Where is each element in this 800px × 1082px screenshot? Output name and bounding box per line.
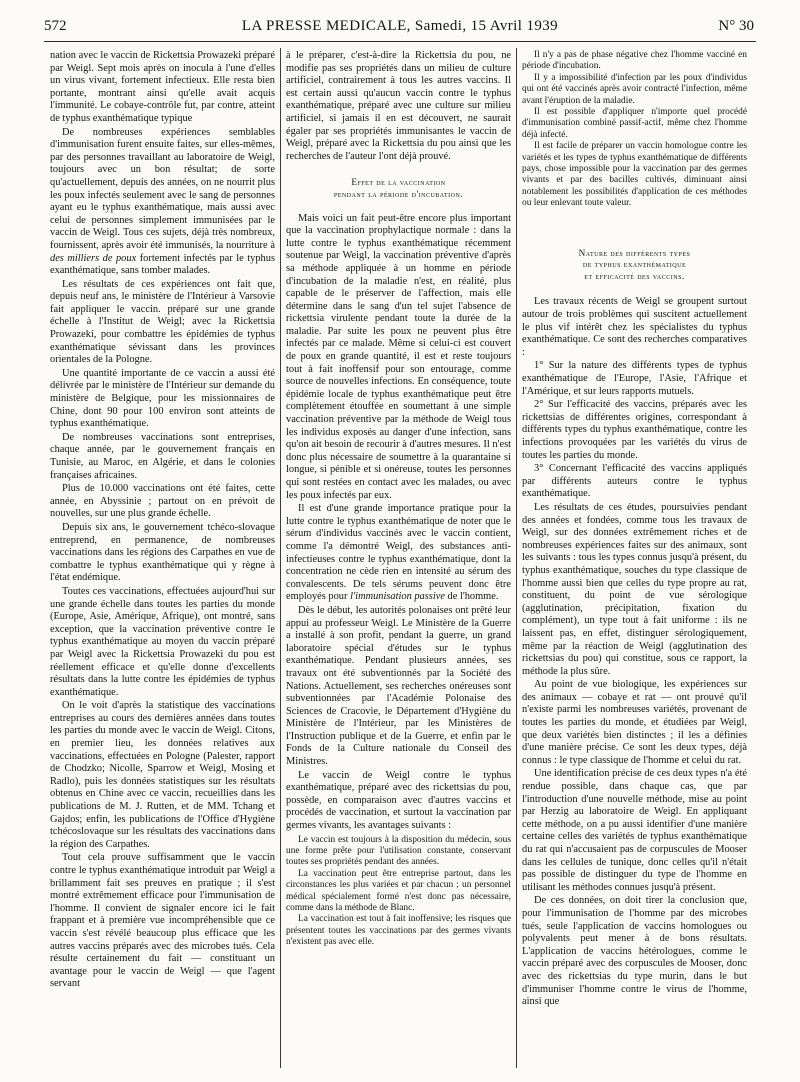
- paragraph: Les résultats de ces études, poursuivies pendant des années et fondées, comme tous les travaux de Weigl, sur des données extrêmement riches et de nombreuses expériences faites sur des animaux, sont les suivants : tous les types connus jusqu'à présent, du typhus exanthématique, souches du type classique de l'homme aussi bien que celles du type propre au rat, constituent, du point de vue sérologique (agglutination, précipitation, fixation du complément), un type tout à fait uniforme : ils ne laissent pas, en effet, distinguer sérologiquement, même par la réaction de Weigl (agglutination des rickettsias du pou) qui constitue, sous ce rapport, la méthode la plus sûre.: [522, 501, 747, 677]
- section-heading: [522, 248, 747, 283]
- paragraph-text: Il est d'une grande importance pratique pour la lutte contre le typhus exanthématique de noter que le sérum d'individus vaccinés avec le vaccin contient, comme l'a démontré Weigl, des substances anti-infectieuses contre le typhus exanthématique, dont la concentration ne cède rien en intensité au sérum des convalescents. De tels sérums peuvent donc être employés pour: [286, 503, 511, 603]
- paragraph: Une quantité importante de ce vaccin a aussi été délivrée par le ministère de l'Intérieur sur demande du ministère de Belgique, pour les missionnaires de Chine, dont 90 pour 100 environ sont atteints de typhus exanthématique.: [50, 367, 275, 430]
- small-print-paragraph: La vaccination peut être entreprise partout, dans les circonstances les plus variées et par chacun ; un personnel médical spécialement formé n'est donc pas nécessaire, comme dans la méthode de Blanc.: [286, 868, 511, 914]
- small-print-paragraph: La vaccination est tout à fait inoffensive; les risques que présentent toutes les vaccinations par des germes vivants n'existent pas avec elle.: [286, 914, 511, 948]
- column-rule: [280, 48, 281, 1068]
- section-heading-line: pendant la période d'incubation.: [333, 188, 464, 199]
- italic-phrase: l'immunisation passive: [350, 591, 445, 603]
- advantages-list: [286, 835, 511, 949]
- section-heading-line: Effet de la vaccination: [351, 177, 446, 188]
- paragraph: 1° Sur la nature des différents types de typhus exanthématique de l'Europe, l'Asie, l'Afrique et l'Amérique, et sur leurs rapports mutuels.: [522, 360, 747, 397]
- section-heading-line: et efficacité des vaccins.: [584, 270, 685, 281]
- paragraph: nation avec le vaccin de Rickettsia Prowazeki préparé par Weigl. Sept mois après on inocula à l'une d'elles un virus vivant, fortement infectieux. Elle resta bien portante, montrant ainsi qu'elle avait acquis l'immunité. Le cobaye-contrôle fut, par contre, atteint de typhus exanthématique typique: [50, 50, 275, 124]
- issue-number: N° 30: [718, 18, 754, 34]
- paragraph: Mais voici un fait peut-être encore plus important que la vaccination prophylactique normale : dans la lutte contre le typhus exanthématique récemment soutenue par Weigl, la vaccination préventive d'après sa méthode appliquée à un homme en période d'incubation de la maladie n'est, en réalité, plus capable de le préserver de l'affection, mais elle détermine dans le sang d'un tel sujet l'absence de rickettsia virulente pendant toute la durée de la maladie. Par suite les poux ne peuvent plus être infectés par ce malade. Même si celui-ci est couvert de poux en grande quantité, il est et reste toujours tout à fait inoffensif pour son entourage, comme source de nouvelles infections. En conséquence, toute épidémie locale de typhus exanthématique peut être complètement étouffée en soumettant à une simple vaccination préventive par la méthode de Weigl tous les individus exposés au danger d'une infection, sans qu'on ait besoin de recourir à d'autres mesures. Il n'est donc plus nécessaire de soumettre à la quarantaine si longue, si pénible et si onéreuse, toutes les personnes qui sont restées en contact avec les malades, ou avec les poux infectés par eux.: [286, 212, 511, 501]
- column-3: [522, 50, 747, 1074]
- paragraph: Le vaccin de Weigl contre le typhus exanthématique, préparé avec des rickettsias du pou, possède, en comparaison avec d'autres vaccins et procédés de vaccination, et surtout la vaccination par germes vivants, les avantages suivants :: [286, 769, 511, 832]
- column-1: [50, 50, 275, 1074]
- paragraph: 2° Sur l'efficacité des vaccins, préparés avec les rickettsias de différentes origines, correspondant à différents types du typhus exanthématique, contre les infections provoquées par les variétés du virus de toutes les parties du monde.: [522, 399, 747, 461]
- paragraph-text: De nombreuses expériences semblables d'immunisation furent ensuite faites, sur elles-mêmes, par des personnes travaillant au laboratoire de Weigl, toujours avec un bon résultat; de sorte qu'actuellement, depuis des années, on ne nourrit plus les poux infectés seulement avec le sang de personnes ayant eu le typhus exanthématique, mais aussi avec celui de personnes simplement immunisées par le vaccin de Weigl. Tous ces sujets, déjà très nombreux, fournissent, après avoir été immunisés, la nourriture à: [50, 126, 275, 251]
- paragraph: à le préparer, c'est-à-dire la Rickettsia du pou, ne modifie pas ses propriétés dans un milieu de culture artificiel, contrairement à tous les autres vaccins. Il est certain aussi qu'aucun vaccin contre le typhus exanthématique, préparé avec une culture sur milieu artificiel, si jamais il en est découvert, ne saurait égaler par ses propriétés immunisantes le vaccin de Weigl, préparé avec la Rickettsia du pou ainsi que les recherches de l'auteur l'ont déjà prouvé.: [286, 50, 511, 162]
- journal-title: LA PRESSE MEDICALE, Samedi, 15 Avril 1939: [241, 18, 559, 34]
- paragraph-text: de l'homme.: [444, 591, 499, 603]
- paragraph: De ces données, on doit tirer la conclusion que, pour l'immunisation de l'homme par des microbes tués, seule l'application de vaccins homologues ou polyvalents peut mener à de bons résultats. L'application de vaccins hétérologues, comme le vaccin préparé avec des corpuscules de Mooser, donc avec des rickettsias du type murin, dans le but d'immuniser l'homme contre le virus de l'homme, ainsi que: [522, 895, 747, 1008]
- small-print-paragraph: Il y a impossibilité d'infection par les poux d'individus qui ont été vaccinés après avoir contracté l'infection, même avant l'éruption de la maladie.: [522, 72, 747, 106]
- header-rule: [44, 41, 756, 42]
- small-print-paragraph: Le vaccin est toujours à la disposition du médecin, sous une forme prête pour l'utilisation constante, conservant toutes ses propriétés pendant des années.: [286, 834, 511, 868]
- section-heading: [286, 177, 511, 200]
- section-heading-line: Nature des différents types: [578, 247, 691, 258]
- paragraph: Une identification précise de ces deux types n'a été rendue possible, dans chaque cas, que par l'introduction d'une nouvelle méthode, mise au point par Herzig au laboratoire de Weigl. En appliquant cette méthode, on a pu aussi identifier d'une manière certaine celles des variétés de typhus exanthématique du rat qui n'accusaient pas de corpuscules de Mooser dans les cellules de tunique, donc celles qu'il n'était pas possible de distinguer du type de l'homme en utilisant les méthodes connues jusqu'à présent.: [522, 768, 747, 893]
- small-print-paragraph: Il est facile de préparer un vaccin homologue contre les variétés et les types de typhus exanthématique de différents pays, chose impossible pour la vaccination par des germes vivants et par des bacilles cultivés, diminuant ainsi notablement les possibilités d'application de ces méthodes ou leur enlevant toute valeur.: [522, 141, 747, 209]
- paragraph: Toutes ces vaccinations, effectuées aujourd'hui sur une grande échelle dans toutes les parties du monde (Europe, Asie, Amérique, Afrique), ont montré, sans exception, que la vaccination préventive contre le typhus exanthématique au moyen du vaccin préparé par Weigl avec la Rickettsia Prowazeki du pou est réellement efficace et qu'elle donne d'excellents résultats dans la lutte contre les épidémies de typhus exanthématique.: [50, 585, 275, 698]
- paragraph: 3° Concernant l'efficacité des vaccins appliqués par différents auteurs contre le typhus exanthématique.: [522, 463, 747, 500]
- paragraph: [286, 503, 511, 604]
- column-rule: [516, 48, 517, 1068]
- page-number: 572: [44, 18, 67, 34]
- paragraph: Tout cela prouve suffisamment que le vaccin contre le typhus exanthématique introduit par Weigl a brillamment fait ses preuves en pratique ; il s'est montré extrêmement efficace pour l'immunisation de l'homme. Il convient de signaler encore ici le fait frappant et à première vue incompréhensible que ce vaccin s'est révélé beaucoup plus efficace que les autres vaccins préparés avec des microbes tués. Cela résulte certainement du fait — constituant un avantage pour le vaccin de Weigl — que l'agent servant: [50, 852, 275, 990]
- paragraph-text: fortement infectés par le typhus exanthématique, sans tomber malades.: [50, 252, 275, 277]
- paragraph: Dès le début, les autorités polonaises ont prêté leur appui au professeur Weigl. Le Ministère de la Guerre a installé à son profit, pendant la guerre, un grand laboratoire spécial d'études sur le typhus exanthématique. Pendant plusieurs années, ses travaux ont été subventionnés par la Société des Nations. Actuellement, ses recherches onéreuses sont subventionnées par l'Académie Polonaise des Sciences de Cracovie, le Département d'Hygiène du Ministère de l'Intérieur, par les Ministères de l'Instruction publique et de la Guerre, et enfin par le Fonds de la Culture nationale du Conseil des Ministres.: [286, 604, 511, 768]
- paragraph: Les travaux récents de Weigl se groupent surtout autour de trois problèmes qui suscitent actuellement le plus vif intérêt chez les spécialistes du typhus exanthématique. Ce sont des recherches comparatives :: [522, 296, 747, 358]
- small-print-paragraph: Il est possible d'appliquer n'importe quel procédé d'immunisation combiné passif-actif, même chez l'homme déjà infecté.: [522, 107, 747, 140]
- advantages-list-continued: [522, 50, 747, 210]
- page-header: [40, 15, 760, 37]
- paragraph: [50, 127, 275, 278]
- section-heading-line: de typhus exanthématique: [582, 259, 687, 270]
- paragraph: On le voit d'après la statistique des vaccinations entreprises au cours des dernières années dans toutes les parties du monde avec le vaccin de Weigl. Citons, en premier lieu, les données relatives aux vaccinations, effectuées en Pologne (Palester, rapport de Chodzko; Nicolle, Sparrow et Weigl, Mosing et Radlo), puis les données statistiques sur les résultats obtenus en Chine avec ce vaccin, recueillies dans les publications de M. J. Rutten, et de MM. Tchang et Gajdos; enfin, les publications de l'Office d'Hygiène tchécoslovaque sur les résultats des vaccinations dans la région des Carpathes.: [50, 700, 275, 850]
- paragraph: De nombreuses vaccinations sont entreprises, chaque année, par le gouvernement français en Tunisie, au Maroc, en Algérie, et dans le colonies françaises africaines.: [50, 431, 275, 481]
- italic-phrase: des milliers de poux: [50, 252, 137, 264]
- small-print-paragraph: Il n'y a pas de phase négative chez l'homme vacciné en période d'incubation.: [522, 50, 747, 72]
- paragraph: Plus de 10.000 vaccinations ont été faites, cette année, en Abyssinie ; partout on en prévoit de nouvelles, sur une plus grande échelle.: [50, 483, 275, 520]
- column-2: [286, 50, 511, 1074]
- paragraph: Les résultats de ces expériences ont fait que, depuis neuf ans, le ministère de l'Intérieur à Varsovie fait appliquer le vaccin. préparé sur une grande échelle à l'Institut de Weigl; avec la Rickettsia Prowazeki, pour combattre les épidémies de typhus exanthématique sévissant dans les provinces orientales de la Pologne.: [50, 278, 275, 366]
- paragraph: Depuis six ans, le gouvernement tchéco-slovaque entreprend, en permanence, de nombreuses vaccinations dans les régions des Carpathes en vue de combattre le typhus exanthématique qui y règne à l'état endémique.: [50, 521, 275, 584]
- paragraph: Au point de vue biologique, les expériences sur des animaux — cobaye et rat — ont prouvé qu'il n'existe parmi les nombreuses variétés, provenant de toutes les parties du monde, et étudiées par Weigl, que deux variétés bien distinctes ; il les a définies d'une manière précise. Ce sont les deux types, déjà connus : le type classique de l'homme et celui du rat.: [522, 679, 747, 766]
